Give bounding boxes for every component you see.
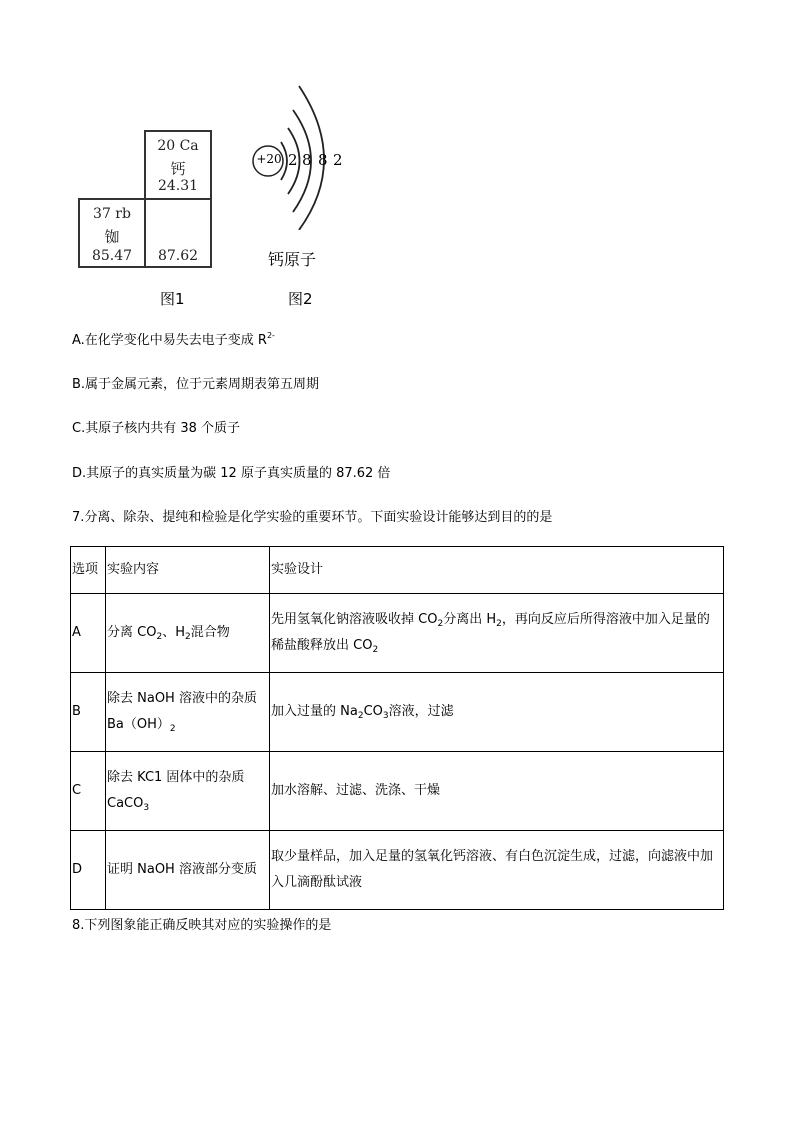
nucleus-charge: +20 [256, 152, 282, 166]
row-d-content: 证明 NaOH 溶液部分变质 [106, 831, 270, 910]
shell-count-1: 2 [288, 151, 298, 169]
option-c: C.其原子核内共有 38 个质子 [72, 421, 241, 436]
table-row [71, 594, 724, 673]
header-design: 实验设计 [270, 547, 724, 594]
question-8: 8.下列图象能正确反映其对应的实验操作的是 [72, 918, 332, 933]
row-b-design: 加入过量的 $Na_2CO_3$溶液，过滤 [270, 673, 724, 752]
table-header-row [71, 547, 724, 594]
shell-count-3: 8 [318, 151, 328, 169]
calcium-name: 钙 [170, 160, 186, 178]
experiment-table [70, 546, 724, 910]
figure2-caption: 图2 [288, 290, 313, 308]
calcium-mass: 24.31 [157, 178, 199, 194]
unknown-mass: 87.62 [157, 248, 199, 264]
option-d: D.其原子的真实质量为碳 12 原子真实质量的 87.62 倍 [72, 466, 391, 481]
rubidium-name: 铷 [104, 228, 120, 246]
figure1-caption: 图1 [160, 290, 185, 308]
element-cell-unknown [144, 198, 212, 268]
calcium-number-symbol: 20 Ca [157, 138, 199, 154]
row-c-design: 加水溶解、过滤、洗涤、干燥 [270, 752, 724, 831]
rubidium-number-symbol: 37 rb [93, 206, 131, 222]
row-a-design: 先用氢氧化钠溶液吸收掉 $CO_2$分离出 $H_2$，再向反应后所得溶液中加入足量的稀盐酸释放出 $CO_2$ [270, 594, 724, 673]
option-b: B.属于金属元素，位于元素周期表第五周期 [72, 377, 320, 392]
element-cell-calcium [144, 130, 212, 200]
row-c-content: 除去 KC1 固体中的杂质 CaCO$_3$ [106, 752, 270, 831]
rubidium-mass: 85.47 [91, 248, 133, 264]
table-row [71, 831, 724, 910]
option-a: A.在化学变化中易失去电子变成 $R^{2-}$ [72, 331, 275, 348]
row-d-option: D [71, 831, 106, 910]
atom-label: 钙原子 [268, 250, 317, 269]
shell-count-2: 8 [302, 151, 312, 169]
row-d-design: 取少量样品，加入足量的氢氧化钙溶液、有白色沉淀生成，过滤，向滤液中加入几滴酚酞试液 [270, 831, 724, 910]
row-b-option: B [71, 673, 106, 752]
question-7: 7.分离、除杂、提纯和检验是化学实验的重要环节。下面实验设计能够达到目的的是 [72, 510, 553, 525]
row-a-option: A [71, 594, 106, 673]
header-content: 实验内容 [106, 547, 270, 594]
row-c-option: C [71, 752, 106, 831]
table-row [71, 752, 724, 831]
shell-count-4: 2 [333, 151, 343, 169]
table-row [71, 673, 724, 752]
row-b-content: 除去 NaOH 溶液中的杂质 $Ba(OH)_2$ [106, 673, 270, 752]
header-option: 选项 [71, 547, 106, 594]
element-cell-rubidium [78, 198, 146, 268]
row-a-content: 分离 $CO_2$、$H_2$混合物 [106, 594, 270, 673]
